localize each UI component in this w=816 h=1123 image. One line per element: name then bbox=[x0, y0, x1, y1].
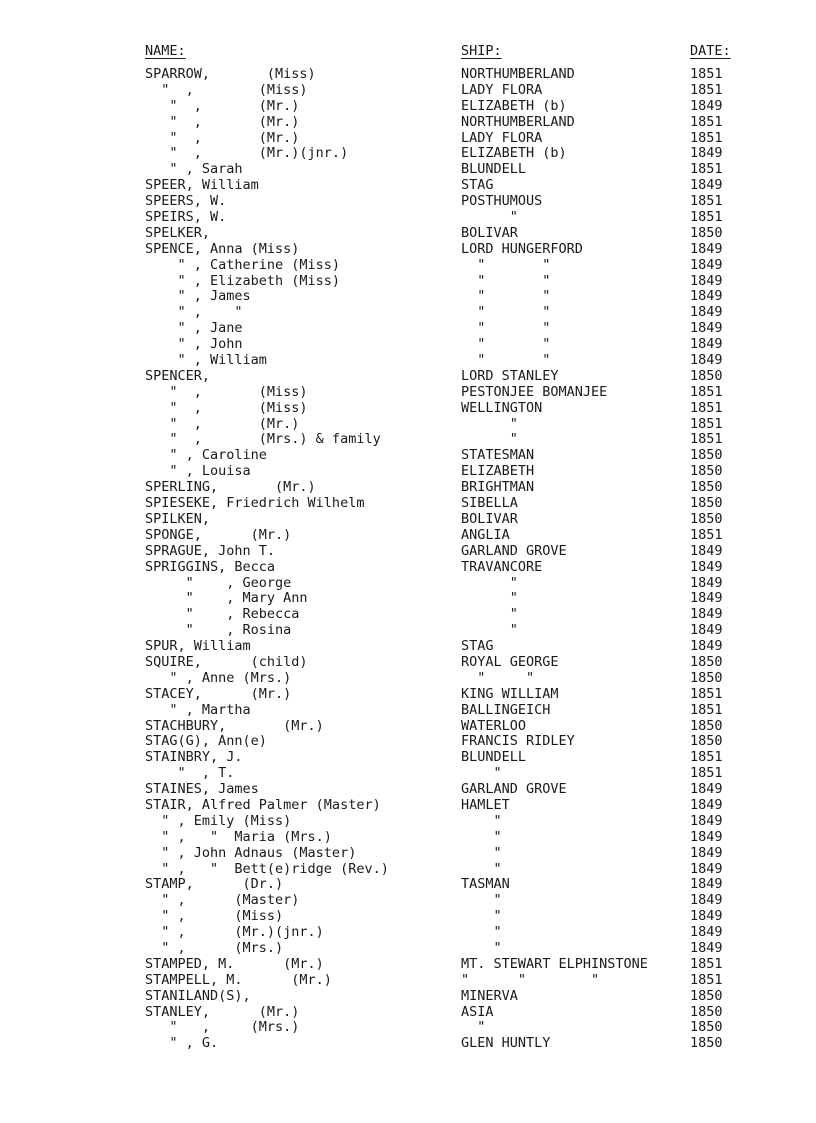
ship-name: TRAVANCORE bbox=[461, 558, 543, 575]
passenger-name: " , Emily (Miss) bbox=[145, 812, 292, 829]
passenger-name: " , T. bbox=[145, 765, 235, 782]
passenger-name: STANILAND(S), bbox=[145, 987, 251, 1004]
arrival-date: 1850 bbox=[690, 987, 723, 1004]
passenger-name: " , Rebecca bbox=[145, 606, 300, 623]
ship-name: STATESMAN bbox=[461, 447, 535, 464]
passenger-name: STAINBRY, J. bbox=[145, 749, 243, 766]
list-item bbox=[0, 146, 816, 162]
passenger-name: " , (Mrs.) bbox=[145, 939, 284, 956]
arrival-date: 1850 bbox=[690, 447, 723, 464]
arrival-date: 1849 bbox=[690, 336, 723, 353]
list-item bbox=[0, 623, 816, 639]
arrival-date: 1850 bbox=[690, 1019, 723, 1036]
list-item bbox=[0, 289, 816, 305]
arrival-date: 1849 bbox=[690, 590, 723, 607]
ship-name: HAMLET bbox=[461, 796, 510, 813]
arrival-date: 1850 bbox=[690, 717, 723, 734]
arrival-date: 1849 bbox=[690, 97, 723, 114]
arrival-date: 1849 bbox=[690, 812, 723, 829]
passenger-name: " , William bbox=[145, 352, 267, 369]
arrival-date: 1849 bbox=[690, 145, 723, 162]
arrival-date: 1851 bbox=[690, 383, 723, 400]
ship-name: ELIZABETH bbox=[461, 463, 535, 480]
passenger-name: " , " bbox=[145, 304, 243, 321]
list-item bbox=[0, 353, 816, 369]
arrival-date: 1849 bbox=[690, 606, 723, 623]
arrival-date: 1851 bbox=[690, 129, 723, 146]
passenger-name: STAMPELL, M. (Mr.) bbox=[145, 971, 332, 988]
passenger-name: " , James bbox=[145, 288, 251, 305]
arrival-date: 1849 bbox=[690, 352, 723, 369]
list-item bbox=[0, 258, 816, 274]
list-item bbox=[0, 591, 816, 607]
list-item bbox=[0, 1005, 816, 1021]
ship-name: SIBELLA bbox=[461, 495, 518, 512]
arrival-date: 1851 bbox=[690, 526, 723, 543]
passenger-name: " , G. bbox=[145, 1035, 219, 1052]
arrival-date: 1851 bbox=[690, 749, 723, 766]
passenger-name: SPEIRS, W. bbox=[145, 209, 227, 226]
passenger-name: " , John bbox=[145, 336, 243, 353]
passenger-name: STAIR, Alfred Palmer (Master) bbox=[145, 796, 381, 813]
arrival-date: 1849 bbox=[690, 288, 723, 305]
arrival-date: 1851 bbox=[690, 113, 723, 130]
list-item bbox=[0, 496, 816, 512]
list-item bbox=[0, 210, 816, 226]
passenger-name: " , Catherine (Miss) bbox=[145, 256, 341, 273]
list-item bbox=[0, 687, 816, 703]
list-item bbox=[0, 1036, 816, 1052]
passenger-name: STACEY, (Mr.) bbox=[145, 685, 292, 702]
list-item bbox=[0, 274, 816, 290]
arrival-date: 1851 bbox=[690, 431, 723, 448]
arrival-date: 1849 bbox=[690, 574, 723, 591]
list-item bbox=[0, 909, 816, 925]
ship-name: STAG bbox=[461, 177, 494, 194]
ship-name: FRANCIS RIDLEY bbox=[461, 733, 575, 750]
passenger-name: STAMP, (Dr.) bbox=[145, 876, 284, 893]
passenger-name: " , " Bett(e)ridge (Rev.) bbox=[145, 860, 389, 877]
ship-name: " bbox=[461, 892, 502, 909]
list-item bbox=[0, 67, 816, 83]
arrival-date: 1850 bbox=[690, 495, 723, 512]
list-item bbox=[0, 401, 816, 417]
passenger-name: " , (Mrs.) & family bbox=[145, 431, 381, 448]
arrival-date: 1849 bbox=[690, 622, 723, 639]
ship-name: " bbox=[461, 590, 518, 607]
list-item bbox=[0, 464, 816, 480]
ship-name: MINERVA bbox=[461, 987, 518, 1004]
ship-name: WELLINGTON bbox=[461, 399, 543, 416]
list-item bbox=[0, 178, 816, 194]
ship-name: BOLIVAR bbox=[461, 224, 518, 241]
list-item bbox=[0, 369, 816, 385]
ship-name: LADY FLORA bbox=[461, 81, 543, 98]
passenger-name: SPENCE, Anna (Miss) bbox=[145, 240, 300, 257]
ship-name: GARLAND GROVE bbox=[461, 542, 567, 559]
ship-name: ROYAL GEORGE bbox=[461, 653, 559, 670]
arrival-date: 1850 bbox=[690, 733, 723, 750]
list-item bbox=[0, 544, 816, 560]
list-item bbox=[0, 1020, 816, 1036]
ship-name: " bbox=[461, 415, 518, 432]
passenger-name: SPERLING, (Mr.) bbox=[145, 479, 316, 496]
ship-name: TASMAN bbox=[461, 876, 510, 893]
passenger-name: " , (Master) bbox=[145, 892, 300, 909]
ship-name: STAG bbox=[461, 638, 494, 655]
arrival-date: 1849 bbox=[690, 558, 723, 575]
arrival-date: 1850 bbox=[690, 669, 723, 686]
list-item bbox=[0, 305, 816, 321]
passenger-name: " , (Miss) bbox=[145, 81, 308, 98]
list-item bbox=[0, 321, 816, 337]
passenger-name: STAMPED, M. (Mr.) bbox=[145, 955, 324, 972]
passenger-name: STAINES, James bbox=[145, 781, 259, 798]
passenger-name: " , (Mr.) bbox=[145, 415, 300, 432]
arrival-date: 1851 bbox=[690, 415, 723, 432]
list-item bbox=[0, 242, 816, 258]
ship-name: " bbox=[461, 622, 518, 639]
arrival-date: 1849 bbox=[690, 177, 723, 194]
arrival-date: 1851 bbox=[690, 399, 723, 416]
arrival-date: 1851 bbox=[690, 193, 723, 210]
arrival-date: 1851 bbox=[690, 209, 723, 226]
passenger-name: " , (Miss) bbox=[145, 908, 284, 925]
ship-name: " bbox=[461, 844, 502, 861]
list-item bbox=[0, 957, 816, 973]
passenger-name: SPEER, William bbox=[145, 177, 259, 194]
arrival-date: 1850 bbox=[690, 653, 723, 670]
list-item bbox=[0, 750, 816, 766]
ship-name: " bbox=[461, 431, 518, 448]
ship-name: ELIZABETH (b) bbox=[461, 97, 567, 114]
list-item bbox=[0, 115, 816, 131]
arrival-date: 1849 bbox=[690, 844, 723, 861]
ship-name: NORTHUMBERLAND bbox=[461, 66, 575, 82]
arrival-date: 1850 bbox=[690, 510, 723, 527]
list-item bbox=[0, 480, 816, 496]
arrival-date: 1849 bbox=[690, 304, 723, 321]
passenger-name: SPARROW, (Miss) bbox=[145, 66, 316, 82]
arrival-date: 1849 bbox=[690, 892, 723, 909]
list-item bbox=[0, 703, 816, 719]
list-item bbox=[0, 639, 816, 655]
passenger-name: " , (Miss) bbox=[145, 399, 308, 416]
arrival-date: 1850 bbox=[690, 463, 723, 480]
list-item bbox=[0, 194, 816, 210]
passenger-name: " , (Mr.) bbox=[145, 129, 300, 146]
ship-name: " " bbox=[461, 272, 551, 289]
list-item bbox=[0, 560, 816, 576]
arrival-date: 1849 bbox=[690, 796, 723, 813]
passenger-name: " , John Adnaus (Master) bbox=[145, 844, 357, 861]
ship-name: LORD HUNGERFORD bbox=[461, 240, 583, 257]
list-item bbox=[0, 99, 816, 115]
list-item bbox=[0, 83, 816, 99]
list-item bbox=[0, 131, 816, 147]
ship-name: " " bbox=[461, 336, 551, 353]
passenger-name: STACHBURY, (Mr.) bbox=[145, 717, 324, 734]
ship-name: " " bbox=[461, 256, 551, 273]
ship-name: " " bbox=[461, 352, 551, 369]
ship-name: " bbox=[461, 908, 502, 925]
list-item bbox=[0, 925, 816, 941]
passenger-name: SPELKER, bbox=[145, 224, 211, 241]
passenger-list bbox=[0, 67, 816, 1052]
arrival-date: 1850 bbox=[690, 1035, 723, 1052]
arrival-date: 1851 bbox=[690, 66, 723, 82]
list-item bbox=[0, 941, 816, 957]
ship-name: " " bbox=[461, 320, 551, 337]
arrival-date: 1851 bbox=[690, 971, 723, 988]
ship-name: BALLINGEICH bbox=[461, 701, 551, 718]
passenger-name: " , Louisa bbox=[145, 463, 251, 480]
list-item bbox=[0, 798, 816, 814]
arrival-date: 1849 bbox=[690, 828, 723, 845]
passenger-name: " , (Mr.)(jnr.) bbox=[145, 924, 324, 941]
list-item bbox=[0, 719, 816, 735]
list-item bbox=[0, 432, 816, 448]
list-item bbox=[0, 782, 816, 798]
arrival-date: 1849 bbox=[690, 542, 723, 559]
arrival-date: 1849 bbox=[690, 876, 723, 893]
ship-name: GLEN HUNTLY bbox=[461, 1035, 551, 1052]
list-item bbox=[0, 671, 816, 687]
ship-name: ASIA bbox=[461, 1003, 494, 1020]
list-item bbox=[0, 862, 816, 878]
arrival-date: 1850 bbox=[690, 1003, 723, 1020]
list-item bbox=[0, 893, 816, 909]
ship-name: PESTONJEE BOMANJEE bbox=[461, 383, 608, 400]
list-item bbox=[0, 226, 816, 242]
arrival-date: 1849 bbox=[690, 860, 723, 877]
list-item bbox=[0, 417, 816, 433]
list-item bbox=[0, 512, 816, 528]
arrival-date: 1849 bbox=[690, 240, 723, 257]
passenger-name: " , " Maria (Mrs.) bbox=[145, 828, 332, 845]
list-item bbox=[0, 337, 816, 353]
list-item bbox=[0, 162, 816, 178]
arrival-date: 1849 bbox=[690, 320, 723, 337]
arrival-date: 1849 bbox=[690, 924, 723, 941]
list-item bbox=[0, 877, 816, 893]
passenger-name: SPIESEKE, Friedrich Wilhelm bbox=[145, 495, 365, 512]
ship-name: WATERLOO bbox=[461, 717, 527, 734]
passenger-name: SPRIGGINS, Becca bbox=[145, 558, 276, 575]
passenger-name: SPENCER, bbox=[145, 367, 211, 384]
arrival-date: 1851 bbox=[690, 701, 723, 718]
list-item bbox=[0, 385, 816, 401]
ship-name: " bbox=[461, 606, 518, 623]
arrival-date: 1851 bbox=[690, 765, 723, 782]
list-item bbox=[0, 607, 816, 623]
ship-name: " " bbox=[461, 288, 551, 305]
list-item bbox=[0, 655, 816, 671]
ship-name: NORTHUMBERLAND bbox=[461, 113, 575, 130]
passenger-name: " , Mary Ann bbox=[145, 590, 308, 607]
arrival-date: 1849 bbox=[690, 256, 723, 273]
ship-name: BLUNDELL bbox=[461, 161, 527, 178]
ship-name: " bbox=[461, 765, 502, 782]
arrival-date: 1850 bbox=[690, 479, 723, 496]
passenger-name: STAG(G), Ann(e) bbox=[145, 733, 267, 750]
arrival-date: 1851 bbox=[690, 161, 723, 178]
ship-name: " bbox=[461, 828, 502, 845]
ship-name: LORD STANLEY bbox=[461, 367, 559, 384]
arrival-date: 1849 bbox=[690, 272, 723, 289]
arrival-date: 1851 bbox=[690, 685, 723, 702]
ship-column-header: SHIP: bbox=[461, 43, 502, 59]
ship-name: POSTHUMOUS bbox=[461, 193, 543, 210]
passenger-name: " , (Miss) bbox=[145, 383, 308, 400]
list-item bbox=[0, 989, 816, 1005]
ship-name: " bbox=[461, 924, 502, 941]
list-item bbox=[0, 973, 816, 989]
arrival-date: 1850 bbox=[690, 224, 723, 241]
ship-name: " " bbox=[461, 669, 535, 686]
arrival-date: 1849 bbox=[690, 638, 723, 655]
ship-name: " bbox=[461, 939, 502, 956]
passenger-name: " , (Mr.) bbox=[145, 113, 300, 130]
passenger-name: " , Martha bbox=[145, 701, 251, 718]
ship-name: ELIZABETH (b) bbox=[461, 145, 567, 162]
ship-name: " bbox=[461, 574, 518, 591]
date-column-header: DATE: bbox=[690, 43, 731, 59]
passenger-name: STANLEY, (Mr.) bbox=[145, 1003, 300, 1020]
ship-name: " bbox=[461, 812, 502, 829]
list-item bbox=[0, 846, 816, 862]
arrival-date: 1850 bbox=[690, 367, 723, 384]
passenger-name: " , Caroline bbox=[145, 447, 267, 464]
arrival-date: 1849 bbox=[690, 781, 723, 798]
arrival-date: 1851 bbox=[690, 955, 723, 972]
ship-name: BOLIVAR bbox=[461, 510, 518, 527]
ship-name: " bbox=[461, 860, 502, 877]
arrival-date: 1849 bbox=[690, 939, 723, 956]
passenger-name: " , (Mr.)(jnr.) bbox=[145, 145, 349, 162]
list-item bbox=[0, 830, 816, 846]
name-column-header: NAME: bbox=[145, 43, 186, 59]
arrival-date: 1849 bbox=[690, 908, 723, 925]
list-item bbox=[0, 448, 816, 464]
list-item bbox=[0, 528, 816, 544]
passenger-name: " , (Mr.) bbox=[145, 97, 300, 114]
passenger-name: " , Sarah bbox=[145, 161, 243, 178]
passenger-name: " , Rosina bbox=[145, 622, 292, 639]
passenger-name: " , Elizabeth (Miss) bbox=[145, 272, 341, 289]
passenger-name: " , George bbox=[145, 574, 292, 591]
passenger-name: SPONGE, (Mr.) bbox=[145, 526, 292, 543]
ship-name: " bbox=[461, 1019, 486, 1036]
ship-name: BRIGHTMAN bbox=[461, 479, 535, 496]
ship-name: " " bbox=[461, 304, 551, 321]
list-item bbox=[0, 576, 816, 592]
passenger-name: SPILKEN, bbox=[145, 510, 211, 527]
ship-name: ANGLIA bbox=[461, 526, 510, 543]
passenger-name: SPRAGUE, John T. bbox=[145, 542, 276, 559]
passenger-name: " , Anne (Mrs.) bbox=[145, 669, 292, 686]
ship-name: " bbox=[461, 209, 518, 226]
list-item bbox=[0, 734, 816, 750]
passenger-name: " , Jane bbox=[145, 320, 243, 337]
ship-name: " " " bbox=[461, 971, 600, 988]
passenger-name: " , (Mrs.) bbox=[145, 1019, 300, 1036]
ship-name: LADY FLORA bbox=[461, 129, 543, 146]
passenger-name: SQUIRE, (child) bbox=[145, 653, 308, 670]
ship-name: BLUNDELL bbox=[461, 749, 527, 766]
list-item bbox=[0, 766, 816, 782]
ship-name: GARLAND GROVE bbox=[461, 781, 567, 798]
ship-name: KING WILLIAM bbox=[461, 685, 559, 702]
ship-name: MT. STEWART ELPHINSTONE bbox=[461, 955, 648, 972]
passenger-name: SPEERS, W. bbox=[145, 193, 227, 210]
list-item bbox=[0, 814, 816, 830]
arrival-date: 1851 bbox=[690, 81, 723, 98]
passenger-name: SPUR, William bbox=[145, 638, 251, 655]
